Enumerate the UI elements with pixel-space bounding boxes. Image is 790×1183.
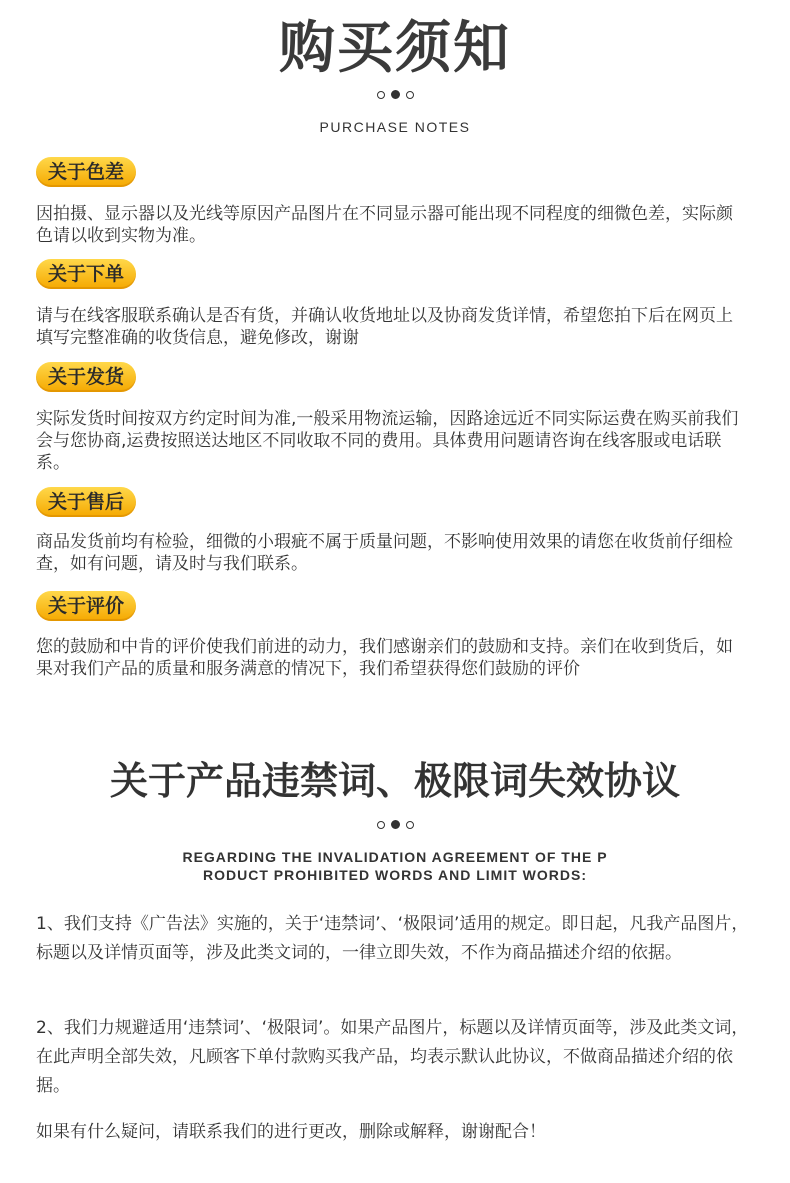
agreement-subtitle bbox=[150, 848, 640, 884]
section-text-ordering: 请与在线客服联系确认是否有货，并确认收货地址以及协商发货详情，希望您拍下后在网页上填写完整准确的收货信息，避免修改，谢谢 bbox=[36, 306, 733, 348]
agreement-subtitle-line-2: RODUCT PROHIBITED WORDS AND LIMIT WORDS: bbox=[202, 867, 587, 883]
section-text-color-difference: 因拍摄、显示器以及光线等原因产品图片在不同显示器可能出现不同程度的细微色差，实际颜色请以收到实物为准。 bbox=[36, 204, 733, 246]
section-badge-shipping: 关于发货 bbox=[36, 362, 136, 392]
section-text-reviews: 您的鼓励和中肯的评价使我们前进的动力，我们感谢亲们的鼓励和支持。亲们在收到货后，如果对我们产品的质量和服务满意的情况下，我们希望获得您们鼓励的评价 bbox=[36, 637, 733, 679]
section-badge-reviews: 关于评价 bbox=[36, 591, 136, 621]
divider-dots bbox=[0, 90, 790, 99]
agreement-subtitle-line-1: REGARDING THE INVALIDATION AGREEMENT OF THE P bbox=[182, 849, 608, 865]
agreement-paragraph-3: 如果有什么疑问，请联系我们的进行更改，删除或解释，谢谢配合！ bbox=[36, 1122, 546, 1142]
divider-dots-2 bbox=[0, 820, 790, 829]
section-badge-ordering: 关于下单 bbox=[36, 259, 136, 289]
section-text-after-sales: 商品发货前均有检验，细微的小瑕疵不属于质量问题，不影响使用效果的请您在收货前仔细检查，如有问题，请及时与我们联系。 bbox=[36, 532, 733, 574]
section-badge-color-difference: 关于色差 bbox=[36, 157, 136, 187]
page-subtitle: PURCHASE NOTES bbox=[319, 119, 471, 135]
agreement-paragraph-2: 2、我们力规避适用‘违禁词’、‘极限词’。如果产品图片，标题以及详情页面等，涉及此类文词，在此声明全部失效，凡顾客下单付款购买我产品，均表示默认此协议，不做商品描述介绍的依据。 bbox=[36, 1018, 749, 1096]
section-text-shipping: 实际发货时间按双方约定时间为准,一般采用物流运输，因路途远近不同实际运费在购买前我们会与您协商,运费按照送达地区不同收取不同的费用。具体费用问题请咨询在线客服或电话联系。 bbox=[36, 409, 739, 473]
page-title: 购买须知 bbox=[279, 16, 511, 81]
section-badge-after-sales: 关于售后 bbox=[36, 487, 136, 517]
agreement-paragraph-1: 1、我们支持《广告法》实施的，关于‘违禁词’、‘极限词’适用的规定。即日起，凡我产品图片，标题以及详情页面等，涉及此类文词的，一律立即失效，不作为商品描述介绍的依据。 bbox=[36, 914, 749, 963]
agreement-title: 关于产品违禁词、极限词失效协议 bbox=[109, 759, 680, 803]
